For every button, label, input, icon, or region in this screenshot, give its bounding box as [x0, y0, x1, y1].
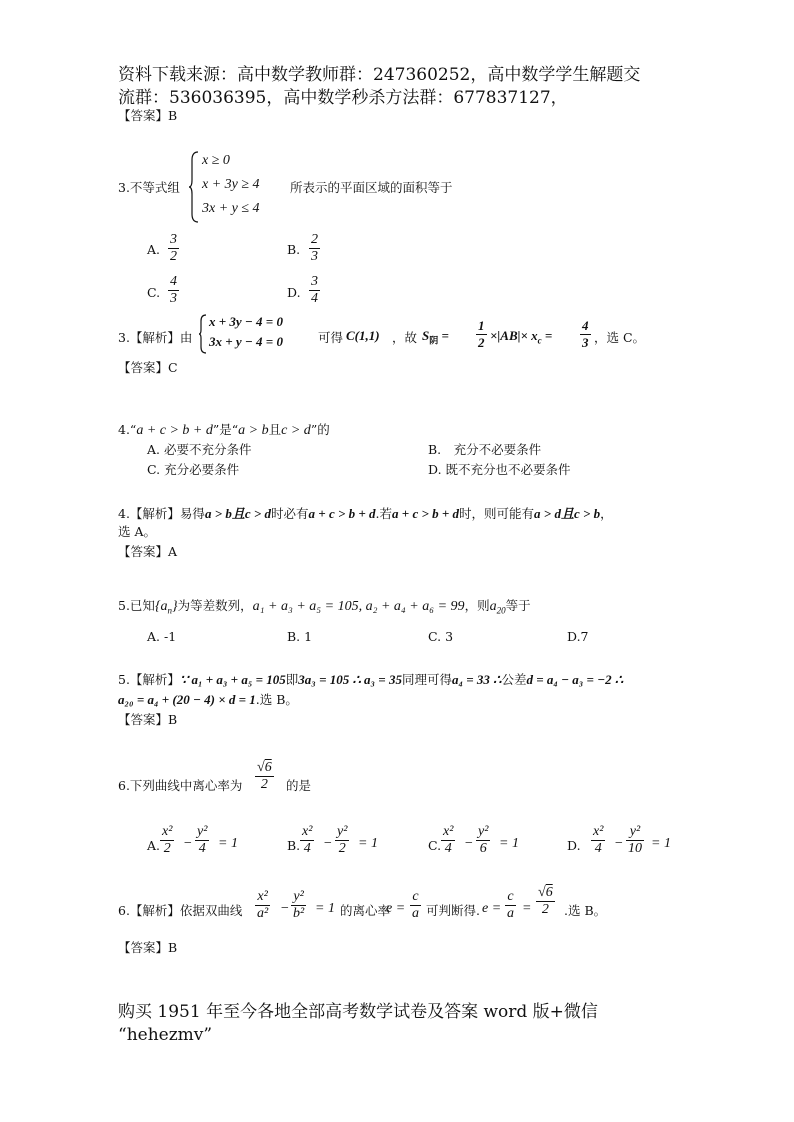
s3-mid-1: 可得 — [318, 330, 344, 345]
s6-equals: = — [522, 901, 532, 916]
s6-end: .选 B。 — [564, 903, 607, 918]
q6-option-b-y: $\frac{\text{y²}}{2}$ — [337, 824, 348, 856]
q6-option-d-minus: − — [614, 836, 624, 851]
q3-option-c-value: $\frac{4}{3}$ — [170, 274, 177, 306]
q3-prefix: 3.不等式组 — [118, 180, 180, 195]
q5-stem: 5.已知$\{a_n\}$为等差数列，a₁ + a₃ + a₅ = 105, a₂ + a₄ + a₆ = 99，则$a_{20}$等于 — [118, 598, 531, 616]
header-line-2: 流群：536036395，高中数学秒杀方法群：677837127， — [118, 88, 568, 108]
q6-option-b-minus: − — [323, 836, 333, 851]
q6-suffix: 的是 — [286, 778, 312, 793]
q6-option-b-x: $\frac{\text{x²}}{4}$ — [302, 824, 313, 856]
answer-6: 【答案】B — [118, 940, 178, 955]
s4-line-2: 选 A。 — [118, 524, 157, 539]
s3-end: ，选 C。 — [594, 330, 646, 345]
s3-half: $\frac{1}{2}$ — [478, 318, 485, 350]
s3-mid-2: ，故 — [392, 330, 418, 345]
q6-option-b-label: B. — [287, 838, 301, 853]
q6-prefix: 6.下列曲线中离心率为 — [118, 778, 243, 793]
s6-c-over-a: $\frac{c}{a}$ — [412, 889, 419, 921]
s3-result: $\frac{4}{3}$ — [582, 318, 589, 350]
footer-line-2: “hehezmv” — [118, 1025, 213, 1045]
q6-option-c-label: C. — [428, 838, 442, 853]
q3-system-line-3: 3x + y ≤ 4 — [202, 201, 260, 216]
q4-option-a: A. 必要不充分条件 — [147, 442, 252, 457]
answer-3: 【答案】C — [118, 360, 178, 375]
q6-option-c-x: $\frac{\text{x²}}{4}$ — [443, 824, 454, 856]
q6-option-a-eq: = 1 — [218, 836, 238, 851]
answer-4: 【答案】A — [118, 544, 178, 559]
q5-option-b: B. 1 — [287, 629, 313, 644]
s3-equation-1: x + 3y − 4 = 0 — [209, 314, 283, 329]
q3-system-brace — [188, 150, 200, 224]
q5-option-a: A. -1 — [147, 629, 177, 644]
q6-option-c-eq: = 1 — [499, 836, 519, 851]
answer-previous: 【答案】B — [118, 108, 178, 123]
q6-option-a-minus: − — [183, 836, 193, 851]
q3-option-a-label: A. — [147, 242, 161, 257]
q6-option-d-eq: = 1 — [651, 836, 671, 851]
s6-e-symbol-2: e = — [482, 901, 502, 916]
s3-equation-2: 3x + y − 4 = 0 — [209, 334, 283, 349]
s6-y-term: $\frac{\text{y²}}{\text{b²}}$ — [293, 889, 305, 921]
s6-minus: − — [280, 901, 290, 916]
s6-eq-one: = 1 — [315, 901, 335, 916]
q6-option-d-label: D. — [567, 838, 581, 853]
q6-option-d-x: $\frac{\text{x²}}{4}$ — [593, 824, 604, 856]
s5-line-1: 5.【解析】∵ a₁ + a₃ + a₅ = 105即3a₃ = 105 ∴ a₃ = 35同理可得a₄ = 33 ∴公差d = a₄ − a₃ = −2 ∴ — [118, 672, 624, 687]
answer-5: 【答案】B — [118, 712, 178, 727]
q3-suffix: 所表示的平面区域的面积等于 — [290, 180, 453, 195]
s3-point: C(1,1) — [346, 328, 380, 343]
q6-option-a-x: $\frac{\text{x²}}{2}$ — [162, 824, 173, 856]
s3-prefix: 3.【解析】由 — [118, 330, 193, 345]
q3-option-c-label: C. — [147, 285, 161, 300]
q5-option-d: D.7 — [567, 629, 589, 644]
s6-mid: 的离心率 — [340, 903, 391, 918]
s6-e-symbol: e = — [386, 901, 406, 916]
q3-option-d-label: D. — [287, 285, 301, 300]
q6-option-c-minus: − — [464, 836, 474, 851]
s3-system-brace — [198, 314, 208, 354]
q6-option-a-label: A. — [147, 838, 161, 853]
q6-option-d-y: $\frac{\text{y²}}{10}$ — [628, 824, 642, 856]
s4-line-1: 4.【解析】易得a > b且c > d时必有a + c > b + d.若a + c > b + d时，则可能有a > d且c > b， — [118, 506, 613, 521]
s6-x-term: $\frac{\text{x²}}{\text{a²}}$ — [257, 889, 269, 921]
q4-option-c: C. 充分必要条件 — [147, 462, 240, 477]
s3-area-symbol: $S_阴$ = — [422, 328, 449, 346]
q4-option-d: D. 既不充分也不必要条件 — [428, 462, 571, 477]
s3-product: $\times|AB|\times x_c$ = — [490, 328, 553, 346]
q4-stem: 4.“a + c > b + d”是“a > b且c > d”的 — [118, 422, 330, 438]
q6-option-b-eq: = 1 — [358, 836, 378, 851]
q6-eccentricity-value: $\frac{√6}{2}$ — [257, 760, 272, 792]
q3-system-line-1: x ≥ 0 — [202, 153, 230, 168]
q6-option-c-y: $\frac{\text{y²}}{6}$ — [478, 824, 489, 856]
s5-line-2: a₂₀ = a₄ + (20 − 4) × d = 1.选 B。 — [118, 692, 298, 707]
q5-option-c: C. 3 — [428, 629, 454, 644]
q3-option-b-value: $\frac{2}{3}$ — [311, 232, 318, 264]
q3-option-a-value: $\frac{3}{2}$ — [170, 232, 177, 264]
q4-option-b: B. 充分不必要条件 — [428, 442, 542, 457]
q3-system-line-2: x + 3y ≥ 4 — [202, 177, 260, 192]
s6-prefix: 6.【解析】依据双曲线 — [118, 903, 243, 918]
q3-option-b-label: B. — [287, 242, 301, 257]
s6-result: $\frac{√6}{2}$ — [538, 885, 553, 917]
q6-option-a-y: $\frac{\text{y²}}{4}$ — [197, 824, 208, 856]
s6-c-over-a-2: $\frac{c}{a}$ — [507, 889, 514, 921]
q3-option-d-value: $\frac{3}{4}$ — [311, 274, 318, 306]
footer-line-1: 购买 1951 年至今各地全部高考数学试卷及答案 word 版+微信 — [118, 1002, 598, 1022]
s6-judge: 可判断得. — [426, 903, 480, 918]
header-line-1: 资料下载来源：高中数学教师群：247360252，高中数学学生解题交 — [118, 65, 641, 85]
